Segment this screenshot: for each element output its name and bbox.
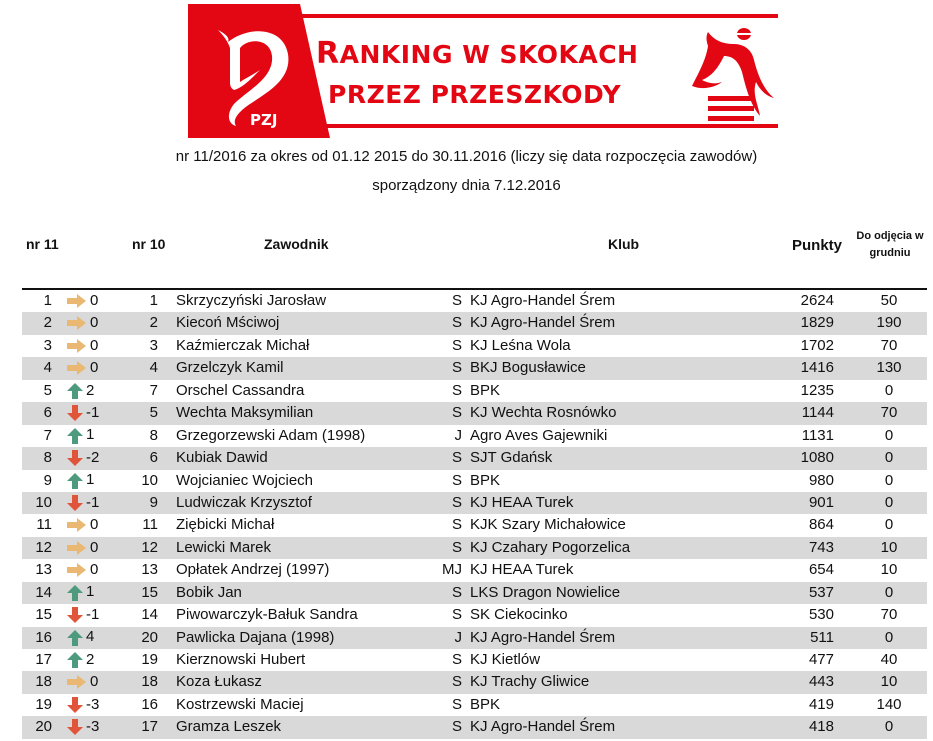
rank-change (66, 582, 116, 604)
rider-category: S (451, 359, 462, 377)
points-value: 511 (810, 628, 834, 646)
banner-title-line2: PRZEZ PRZESZKODY (328, 80, 622, 109)
points-value: 654 (808, 561, 834, 579)
arrow-right-icon (66, 315, 88, 331)
arrow-right-icon (66, 517, 88, 533)
banner-title-line1: ANKING W SKOKACH (339, 40, 639, 69)
club-name: KJ Trachy Gliwice (470, 673, 590, 691)
rank-current: 1 (43, 292, 52, 309)
arrow-up-icon (66, 651, 84, 669)
rank-current: 17 (35, 651, 52, 668)
rank-change-value: 4 (86, 628, 95, 646)
table-row (22, 604, 927, 626)
rank-change-value: -1 (86, 493, 100, 511)
ranking-table (22, 290, 927, 739)
arrow-up-icon (66, 382, 84, 400)
rank-current: 14 (35, 583, 52, 601)
club-name: KJ Leśna Wola (470, 336, 571, 354)
rank-current: 10 (35, 493, 52, 511)
club-name: KJ Agro-Handel Śrem (470, 718, 616, 736)
rank-previous: 3 (149, 336, 158, 354)
rank-previous: 12 (141, 538, 158, 556)
table-row (22, 537, 927, 559)
club-name: KJ Czahary Pogorzelica (470, 538, 631, 556)
rank-change-value: 0 (90, 538, 99, 556)
rank-previous: 11 (142, 516, 158, 534)
rank-change-value: 0 (90, 314, 99, 332)
club-name: LKS Dragon Nowielice (470, 583, 621, 601)
deduction-value: 140 (876, 695, 902, 713)
rank-change (66, 402, 116, 424)
club-name: KJK Szary Michałowice (470, 516, 626, 534)
deduction-value: 70 (880, 606, 898, 624)
rider-name: Ziębicki Michał (176, 516, 275, 534)
rank-current: 6 (43, 404, 52, 422)
deduction-value: 0 (884, 583, 894, 601)
rider-name: Lewicki Marek (176, 538, 272, 556)
rider-category: S (451, 583, 462, 601)
rank-current: 4 (43, 359, 52, 377)
rider-category: S (451, 471, 462, 489)
arrow-right-icon (66, 562, 88, 578)
rank-previous: 17 (141, 718, 158, 736)
points-value: 1235 (800, 381, 834, 399)
rank-current: 11 (36, 516, 52, 534)
rank-current: 5 (43, 381, 52, 399)
rider-name: Grzegorzewski Adam (1998) (176, 426, 366, 444)
rank-current: 12 (35, 538, 52, 556)
points-value: 980 (808, 471, 834, 489)
rank-change (66, 335, 116, 357)
points-value: 743 (808, 538, 834, 556)
rank-current: 13 (35, 561, 52, 579)
rider-name: Kostrzewski Maciej (176, 695, 304, 713)
rank-change (66, 671, 116, 693)
table-row (22, 425, 927, 447)
deduction-value: 10 (880, 673, 898, 691)
arrow-down-icon (66, 696, 84, 714)
arrow-down-icon (66, 404, 84, 422)
banner-title-cap: R (316, 36, 340, 71)
rider-category: S (451, 606, 462, 624)
club-name: BKJ Bogusławice (470, 359, 586, 377)
arrow-up-icon (66, 427, 84, 445)
arrow-right-icon (66, 540, 88, 556)
header-nr10: nr 10 (132, 236, 166, 252)
rider-category: S (451, 673, 462, 691)
rank-change (66, 470, 116, 492)
table-row (22, 290, 927, 312)
deduction-value: 0 (884, 628, 894, 646)
points-value: 864 (808, 516, 834, 534)
deduction-value: 70 (880, 404, 898, 422)
rider-category: MJ (442, 561, 462, 579)
rank-previous: 15 (141, 583, 158, 601)
rider-category: S (451, 538, 462, 556)
rank-change (66, 492, 116, 514)
rank-current: 18 (35, 673, 52, 691)
rank-change-value: -2 (86, 448, 100, 466)
rank-previous: 10 (141, 471, 158, 489)
deduction-value: 0 (884, 516, 894, 534)
rider-category: S (451, 292, 462, 309)
club-name: SK Ciekocinko (470, 606, 568, 624)
rank-change-value: -3 (86, 718, 100, 736)
deduction-value: 70 (880, 336, 898, 354)
deduction-value: 10 (880, 538, 898, 556)
rider-name: Piwowarczyk-Bałuk Sandra (176, 606, 358, 624)
rank-change-value: 0 (90, 336, 99, 354)
club-name: BPK (470, 381, 501, 399)
rider-category: S (451, 516, 462, 534)
rank-change (66, 514, 116, 536)
table-row (22, 357, 927, 379)
svg-text:PZJ: PZJ (250, 111, 278, 129)
table-row (22, 627, 927, 649)
rank-change-value: 1 (86, 583, 95, 601)
ranking-date: sporządzony dnia 7.12.2016 (372, 177, 561, 194)
deduction-value: 0 (884, 471, 894, 489)
rank-change-value: 1 (86, 426, 95, 444)
header-deduction-line1: Do odjęcia w (856, 230, 924, 242)
rank-previous: 9 (149, 493, 158, 511)
arrow-up-icon (66, 629, 84, 647)
points-value: 2624 (800, 292, 834, 309)
rider-name: Skrzyczyński Jarosław (176, 292, 327, 309)
club-name: SJT Gdańsk (470, 449, 553, 467)
arrow-right-icon (66, 360, 88, 376)
rider-name: Orschel Cassandra (176, 381, 305, 399)
rank-change (66, 447, 116, 469)
club-name: KJ Kietlów (470, 651, 541, 668)
table-row (22, 671, 927, 693)
rider-category: J (454, 628, 462, 646)
rank-change-value: 0 (90, 291, 99, 309)
club-name: BPK (470, 695, 501, 713)
rider-name: Ludwiczak Krzysztof (176, 493, 312, 511)
points-value: 1702 (800, 336, 834, 354)
rank-change (66, 357, 116, 379)
arrow-up-icon (66, 472, 84, 490)
rank-change (66, 627, 116, 649)
arrow-down-icon (66, 606, 84, 624)
rider-category: J (454, 426, 462, 444)
rank-change-value: 0 (90, 673, 99, 691)
rank-previous: 5 (149, 404, 158, 422)
rank-change (66, 312, 116, 334)
arrow-right-icon (66, 338, 88, 354)
rank-previous: 13 (141, 561, 158, 579)
rank-previous: 4 (149, 359, 158, 377)
table-row (22, 559, 927, 581)
rank-change-value: -3 (86, 695, 100, 713)
rider-category: S (451, 718, 462, 736)
rank-change-value: 1 (86, 471, 95, 489)
rank-current: 2 (43, 314, 52, 332)
header-deduction-line2: grudniu (869, 247, 911, 259)
club-name: KJ HEAA Turek (470, 493, 574, 511)
rider-name: Wojcianiec Wojciech (176, 471, 313, 489)
rider-name: Wechta Maksymilian (176, 404, 314, 422)
rank-change (66, 716, 116, 738)
rider-category: S (451, 314, 462, 332)
table-row (22, 716, 927, 738)
rank-change (66, 649, 116, 671)
arrow-down-icon (66, 494, 84, 512)
table-row (22, 447, 927, 469)
header-deduction (850, 228, 930, 262)
rank-change (66, 559, 116, 581)
rank-previous: 2 (149, 314, 158, 332)
arrow-right-icon (66, 674, 88, 690)
rider-name: Gramza Leszek (176, 718, 282, 736)
header-rider: Zawodnik (264, 236, 329, 252)
rank-previous: 7 (149, 381, 158, 399)
table-row (22, 582, 927, 604)
rank-previous: 8 (149, 426, 158, 444)
rank-current: 3 (43, 336, 52, 354)
rider-name: Koza Łukasz (176, 673, 262, 691)
table-row (22, 335, 927, 357)
rank-current: 19 (35, 695, 52, 713)
rank-change-value: 0 (90, 359, 99, 377)
deduction-value: 130 (876, 359, 902, 377)
rank-previous: 18 (141, 673, 158, 691)
rank-current: 16 (35, 628, 52, 646)
show-jumping-horse-icon (668, 16, 778, 126)
rank-change-value: -1 (86, 403, 100, 421)
club-name: BPK (470, 471, 501, 489)
rider-category: S (451, 493, 462, 511)
rider-name: Kiecoń Mściwoj (176, 314, 280, 332)
rank-current: 20 (35, 718, 52, 736)
rider-category: S (451, 336, 462, 354)
header-nr11: nr 11 (26, 236, 59, 252)
rank-previous: 20 (141, 628, 158, 646)
rank-change (66, 604, 116, 626)
rank-previous: 19 (141, 651, 158, 668)
table-row (22, 514, 927, 536)
rider-name: Pawlicka Dajana (1998) (176, 628, 335, 646)
rank-change (66, 380, 116, 402)
header-club: Klub (608, 236, 640, 252)
rider-name: Kierznowski Hubert (176, 651, 306, 668)
points-value: 1416 (800, 359, 834, 377)
rank-previous: 16 (141, 695, 158, 713)
arrow-down-icon (66, 449, 84, 467)
deduction-value: 0 (884, 449, 894, 467)
points-value: 901 (808, 493, 834, 511)
deduction-value: 50 (880, 292, 898, 309)
points-value: 530 (808, 606, 834, 624)
rider-category: S (451, 651, 462, 668)
rank-change (66, 694, 116, 716)
points-value: 443 (808, 673, 834, 691)
rank-previous: 6 (149, 449, 158, 467)
club-name: KJ Agro-Handel Śrem (470, 292, 616, 309)
header-points: Punkty (792, 237, 843, 254)
deduction-value: 40 (880, 651, 898, 668)
rider-name: Kaźmierczak Michał (176, 336, 310, 354)
deduction-value: 0 (884, 718, 894, 736)
rank-change (66, 290, 116, 312)
rank-change-value: 2 (86, 381, 95, 399)
rider-name: Kubiak Dawid (176, 449, 268, 467)
table-row (22, 380, 927, 402)
points-value: 537 (808, 583, 834, 601)
ranking-banner (188, 4, 778, 138)
table-row (22, 312, 927, 334)
points-value: 1080 (800, 449, 834, 467)
club-name: KJ HEAA Turek (470, 561, 574, 579)
rank-current: 8 (43, 449, 52, 467)
table-row (22, 402, 927, 424)
rider-name: Opłatek Andrzej (1997) (176, 561, 330, 579)
rider-category: S (451, 449, 462, 467)
rank-previous: 14 (141, 606, 158, 624)
rank-change-value: 2 (86, 650, 95, 668)
club-name: Agro Aves Gajewniki (470, 426, 608, 444)
rank-change-value: 0 (90, 516, 99, 534)
arrow-up-icon (66, 584, 84, 602)
pzj-logo-icon (188, 4, 330, 138)
points-value: 1144 (801, 404, 834, 422)
banner-title (316, 34, 638, 115)
rank-change-value: 0 (90, 561, 99, 579)
points-value: 419 (808, 695, 834, 713)
club-name: KJ Agro-Handel Śrem (470, 314, 616, 332)
arrow-right-icon (66, 293, 88, 309)
club-name: KJ Wechta Rosnówko (470, 404, 617, 422)
deduction-value: 190 (876, 314, 902, 332)
rank-current: 9 (43, 471, 52, 489)
points-value: 418 (808, 718, 834, 736)
rank-change (66, 425, 116, 447)
arrow-down-icon (66, 718, 84, 736)
club-name: KJ Agro-Handel Śrem (470, 628, 616, 646)
table-row (22, 694, 927, 716)
deduction-value: 0 (884, 381, 894, 399)
points-value: 1829 (800, 314, 834, 332)
rider-category: S (451, 695, 462, 713)
rider-name: Bobik Jan (176, 583, 242, 601)
deduction-value: 10 (880, 561, 898, 579)
ranking-period: nr 11/2016 za okres od 01.12 2015 do 30.11.2016 (liczy się data rozpoczęcia zawodów) (175, 148, 758, 165)
deduction-value: 0 (884, 426, 894, 444)
deduction-value: 0 (884, 493, 894, 511)
rank-previous: 1 (149, 292, 158, 309)
rank-current: 7 (43, 426, 52, 444)
table-row (22, 492, 927, 514)
rank-change-value: -1 (86, 605, 100, 623)
rider-name: Grzelczyk Kamil (176, 359, 284, 377)
rank-current: 15 (35, 606, 52, 624)
table-row (22, 470, 927, 492)
rider-category: S (451, 404, 462, 422)
points-value: 1131 (801, 426, 834, 444)
rank-change (66, 537, 116, 559)
rider-category: S (451, 381, 462, 399)
points-value: 477 (808, 651, 834, 668)
table-row (22, 649, 927, 671)
